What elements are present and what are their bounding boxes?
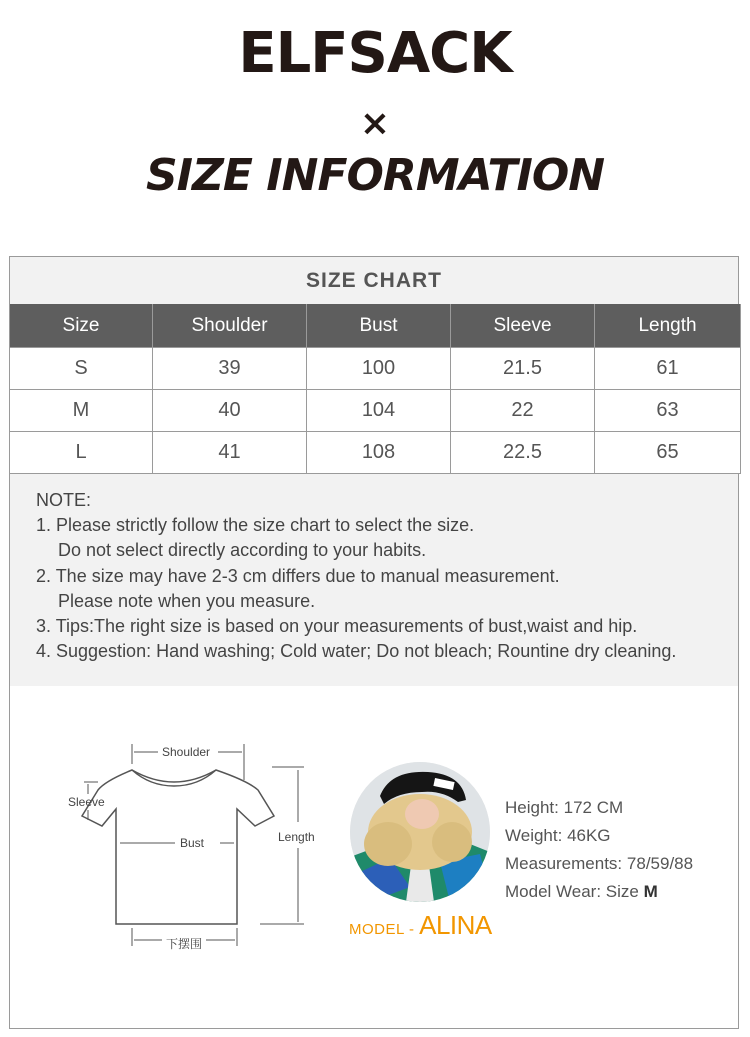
size-table [9, 304, 741, 474]
model-photo [350, 762, 490, 902]
model-prefix: MODEL - [349, 921, 420, 938]
stat-weight-value: 46KG [567, 826, 611, 845]
label-sleeve: Sleeve [68, 795, 105, 809]
table-row [10, 390, 741, 432]
label-bust: Bust [180, 836, 205, 850]
table-header-row [10, 304, 741, 348]
stat-model-wear [505, 878, 693, 906]
header-bust: Bust [307, 304, 451, 348]
model-name: ALINA [419, 910, 492, 940]
stat-height-label: Height: [505, 798, 559, 817]
cell-shoulder: 39 [153, 348, 307, 390]
cell-length: 63 [595, 390, 741, 432]
table-row [10, 348, 741, 390]
notes-heading: NOTE: [36, 490, 92, 510]
stat-measurements [505, 850, 693, 878]
cell-size: S [10, 348, 153, 390]
page-title: SIZE INFORMATION [145, 150, 605, 201]
table-row [10, 432, 741, 474]
label-length: Length [278, 830, 315, 844]
tshirt-measurement-diagram [10, 686, 340, 966]
size-chart-title: SIZE CHART [306, 269, 442, 292]
cell-bust: 108 [307, 432, 451, 474]
cell-shoulder: 41 [153, 432, 307, 474]
label-shoulder: Shoulder [162, 745, 211, 759]
stat-height [505, 794, 693, 822]
note-line: Do not select directly according to your habits. [58, 540, 427, 561]
cell-size: L [10, 432, 153, 474]
note-line: 2. The size may have 2-3 cm differs due to manual measurement. [36, 565, 560, 586]
stat-wear-value: M [643, 882, 658, 901]
note-line: 4. Suggestion: Hand washing; Cold water; Do not bleach; Rountine dry cleaning. [36, 641, 677, 662]
cell-size: M [10, 390, 153, 432]
cell-bust: 104 [307, 390, 451, 432]
tshirt-outline-icon [82, 770, 274, 924]
header-shoulder: Shoulder [153, 304, 307, 348]
cell-shoulder: 40 [153, 390, 307, 432]
brand-logo: ELFSACK [238, 21, 512, 86]
stat-weight [505, 822, 693, 850]
cell-sleeve: 22 [451, 390, 595, 432]
note-line: 3. Tips:The right size is based on your measurements of bust,waist and hip. [36, 616, 638, 637]
cell-sleeve: 22.5 [451, 432, 595, 474]
cell-sleeve: 21.5 [451, 348, 595, 390]
model-photo-icon [350, 762, 490, 902]
model-name-label [349, 910, 492, 941]
stat-height-value: 172 CM [563, 798, 624, 817]
cell-length: 65 [595, 432, 741, 474]
cell-bust: 100 [307, 348, 451, 390]
header-sleeve: Sleeve [451, 304, 595, 348]
stat-measurements-value: 78/59/88 [626, 854, 694, 873]
header-size: Size [10, 304, 153, 348]
header-length: Length [595, 304, 741, 348]
stat-wear-label: Model Wear: [505, 882, 602, 901]
stat-weight-label: Weight: [505, 826, 563, 845]
collab-cross-icon: × [359, 103, 391, 144]
note-line: Please note when you measure. [58, 590, 316, 611]
label-hem: 下摆围 [166, 937, 203, 951]
notes-block [36, 488, 676, 664]
stat-wear-prefix: Size [605, 882, 639, 901]
note-line: 1. Please strictly follow the size chart to select the size. [36, 515, 475, 536]
cell-length: 61 [595, 348, 741, 390]
model-stats [505, 794, 693, 906]
stat-measurements-label: Measurements: [505, 854, 623, 873]
